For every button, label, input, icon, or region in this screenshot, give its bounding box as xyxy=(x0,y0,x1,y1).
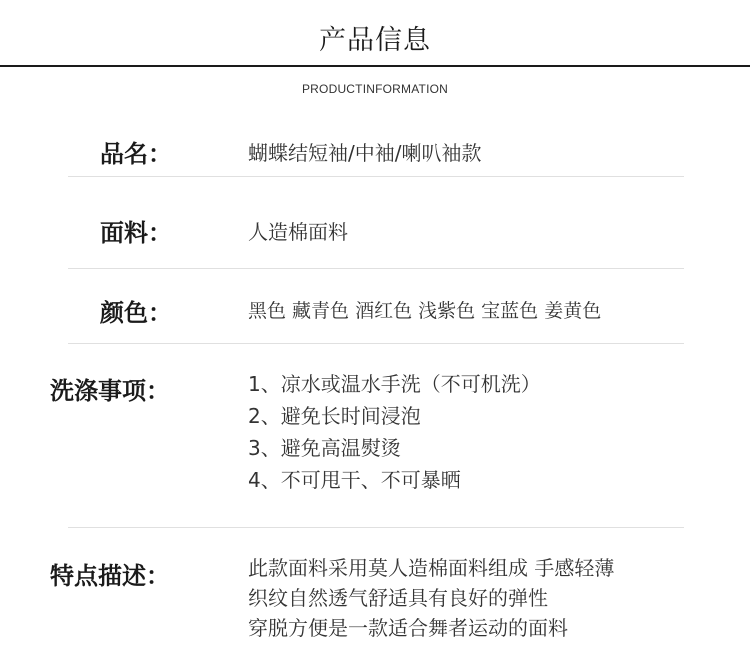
washing-line: 2、避免长时间浸泡 xyxy=(248,404,421,428)
washing-line: 4、不可甩干、不可暴晒 xyxy=(248,468,461,492)
washing-line: 1、凉水或温水手洗（不可机洗） xyxy=(248,372,541,396)
divider xyxy=(68,268,684,269)
name-label: 品名： xyxy=(100,140,172,168)
features-line: 织纹自然透气舒适具有良好的弹性 xyxy=(248,586,548,610)
features-line: 此款面料采用莫人造棉面料组成 手感轻薄 xyxy=(248,556,615,580)
washing-line: 3、避免高温熨烫 xyxy=(248,436,401,460)
material-value: 人造棉面料 xyxy=(248,220,348,244)
divider xyxy=(68,343,684,344)
washing-label: 洗涤事项： xyxy=(50,377,170,405)
features-label: 特点描述： xyxy=(50,562,170,590)
name-value: 蝴蝶结短袖/中袖/喇叭袖款 xyxy=(248,141,482,165)
header-rule xyxy=(0,65,750,67)
features-line: 穿脱方便是一款适合舞者运动的面料 xyxy=(248,616,568,640)
washing-instructions xyxy=(248,368,541,496)
page-title: 产品信息 xyxy=(319,25,431,56)
material-label: 面料： xyxy=(100,219,172,247)
features-description xyxy=(248,553,614,643)
colors-label: 颜色： xyxy=(100,299,172,327)
colors-value: 黑色 藏青色 酒红色 浅紫色 宝蓝色 姜黄色 xyxy=(248,300,602,322)
divider xyxy=(68,527,684,528)
page-subtitle: PRODUCTINFORMATION xyxy=(301,82,449,96)
divider xyxy=(68,176,684,177)
